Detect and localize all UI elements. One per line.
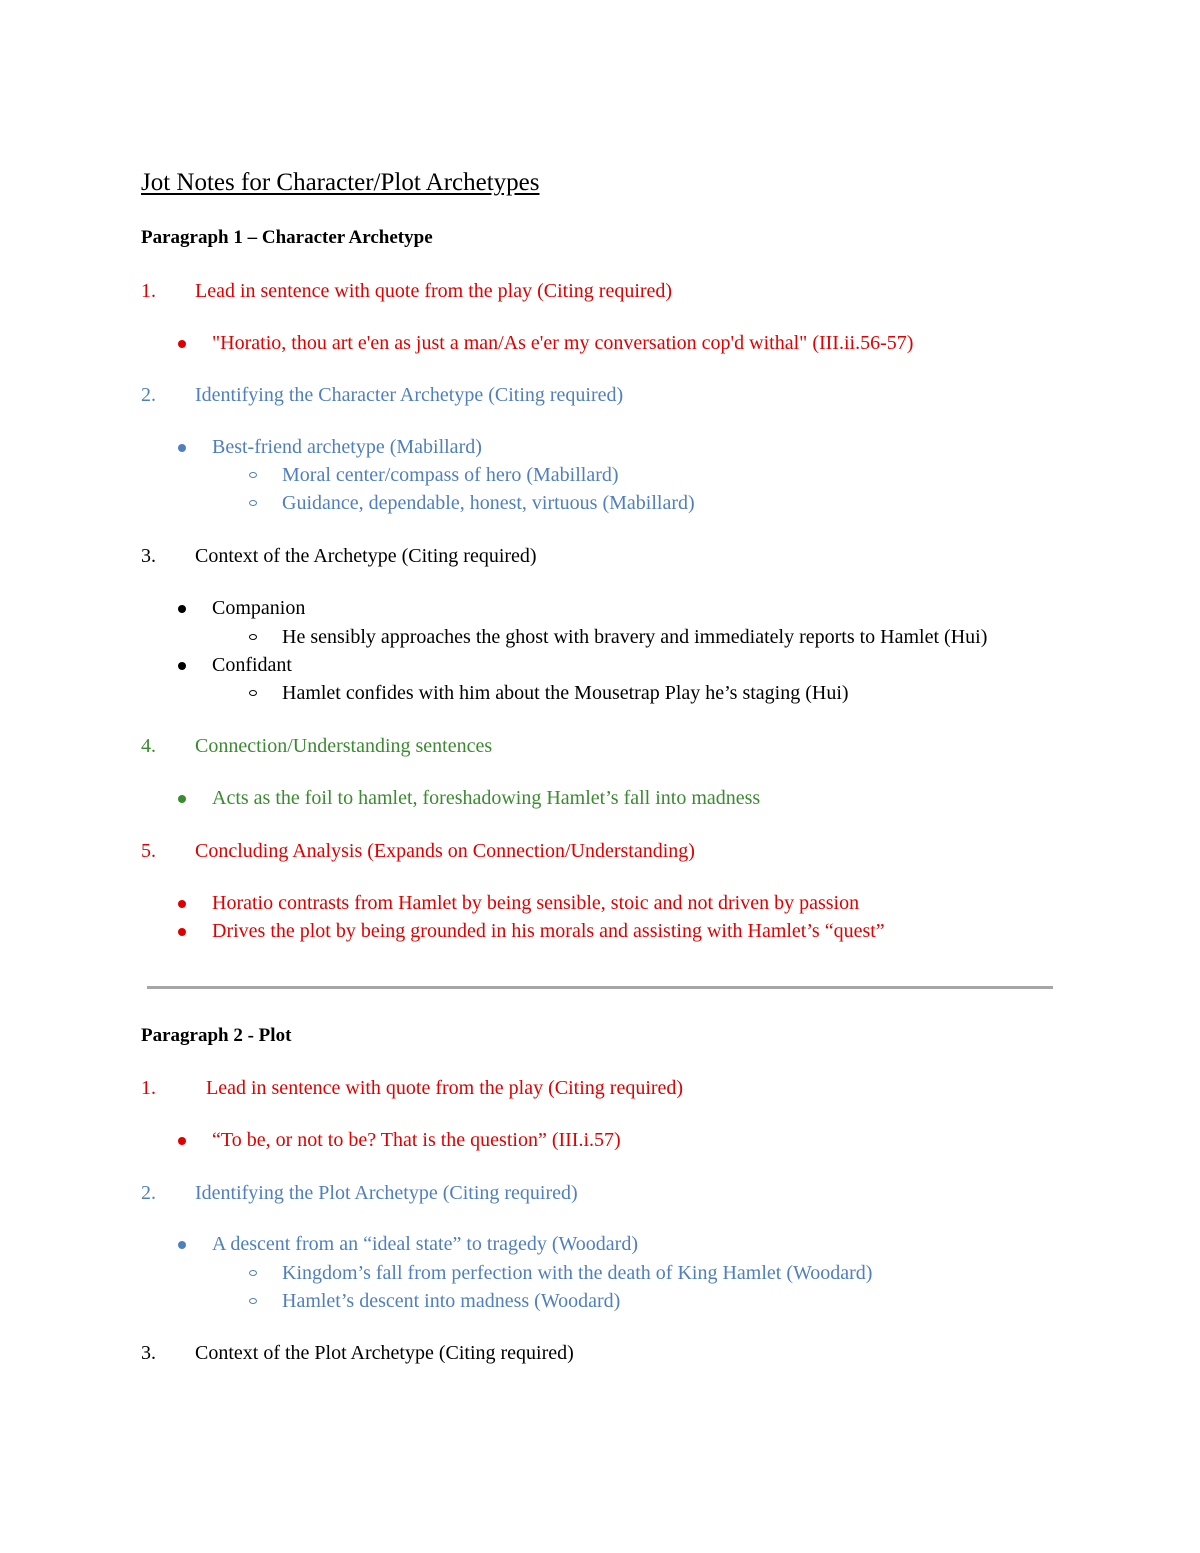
sub-bullet-icon <box>249 634 257 640</box>
sub-bullet-item: Hamlet’s descent into madness (Woodard) <box>282 1290 621 1312</box>
bullet-item: Confidant <box>212 654 292 676</box>
bullet-icon <box>178 900 186 908</box>
list-item: Identifying the Character Archetype (Citing required) <box>195 384 624 406</box>
bullet-item: Companion <box>212 597 306 619</box>
sub-bullet-item: Moral center/compass of hero (Mabillard) <box>282 464 619 486</box>
bullet-item: Drives the plot by being grounded in his morals and assisting with Hamlet’s “quest” <box>212 920 885 942</box>
bullet-icon <box>178 928 186 936</box>
list-number: 1. <box>141 1077 156 1099</box>
bullet-item: Best-friend archetype (Mabillard) <box>212 436 482 458</box>
bullet-icon <box>178 444 186 452</box>
bullet-icon <box>178 1137 186 1145</box>
bullet-item: "Horatio, thou art e'en as just a man/As e'er my conversation cop'd withal" (III.ii.56-57) <box>212 332 914 354</box>
sub-bullet-item: Guidance, dependable, honest, virtuous (Mabillard) <box>282 492 695 514</box>
sub-bullet-item: Hamlet confides with him about the Mousetrap Play he’s staging (Hui) <box>282 682 849 704</box>
sub-bullet-icon <box>249 1298 257 1304</box>
bullet-icon <box>178 1241 186 1249</box>
list-number: 2. <box>141 384 156 406</box>
paragraph-1-heading: Paragraph 1 – Character Archetype <box>141 227 433 248</box>
bullet-icon <box>178 605 186 613</box>
list-item: Lead in sentence with quote from the play (Citing required) <box>206 1077 684 1099</box>
list-number: 3. <box>141 545 156 567</box>
list-number: 3. <box>141 1342 156 1364</box>
list-number: 1. <box>141 280 156 302</box>
bullet-icon <box>178 795 186 803</box>
sub-bullet-icon <box>249 1270 257 1276</box>
bullet-icon <box>178 340 186 348</box>
sub-bullet-item: Kingdom’s fall from perfection with the death of King Hamlet (Woodard) <box>282 1262 873 1284</box>
sub-bullet-item: He sensibly approaches the ghost with bravery and immediately reports to Hamlet (Hui) <box>282 626 988 648</box>
list-number: 4. <box>141 735 156 757</box>
bullet-item: A descent from an “ideal state” to tragedy (Woodard) <box>212 1233 638 1255</box>
sub-bullet-icon <box>249 500 257 506</box>
bullet-icon <box>178 662 186 670</box>
list-item: Identifying the Plot Archetype (Citing required) <box>195 1182 578 1204</box>
paragraph-2-heading: Paragraph 2 - Plot <box>141 1025 292 1046</box>
bullet-item: “To be, or not to be? That is the question” (III.i.57) <box>212 1129 621 1151</box>
list-number: 5. <box>141 840 156 862</box>
bullet-item: Acts as the foil to hamlet, foreshadowing Hamlet’s fall into madness <box>212 787 761 809</box>
list-item: Concluding Analysis (Expands on Connection/Understanding) <box>195 840 695 862</box>
sub-bullet-icon <box>249 690 257 696</box>
section-divider <box>147 986 1053 989</box>
list-number: 2. <box>141 1182 156 1204</box>
list-item: Context of the Plot Archetype (Citing required) <box>195 1342 574 1364</box>
bullet-item: Horatio contrasts from Hamlet by being sensible, stoic and not driven by passion <box>212 892 860 914</box>
list-item: Context of the Archetype (Citing required) <box>195 545 537 567</box>
list-item: Connection/Understanding sentences <box>195 735 493 757</box>
list-item: Lead in sentence with quote from the play (Citing required) <box>195 280 673 302</box>
document-title: Jot Notes for Character/Plot Archetypes <box>141 169 540 196</box>
sub-bullet-icon <box>249 472 257 478</box>
